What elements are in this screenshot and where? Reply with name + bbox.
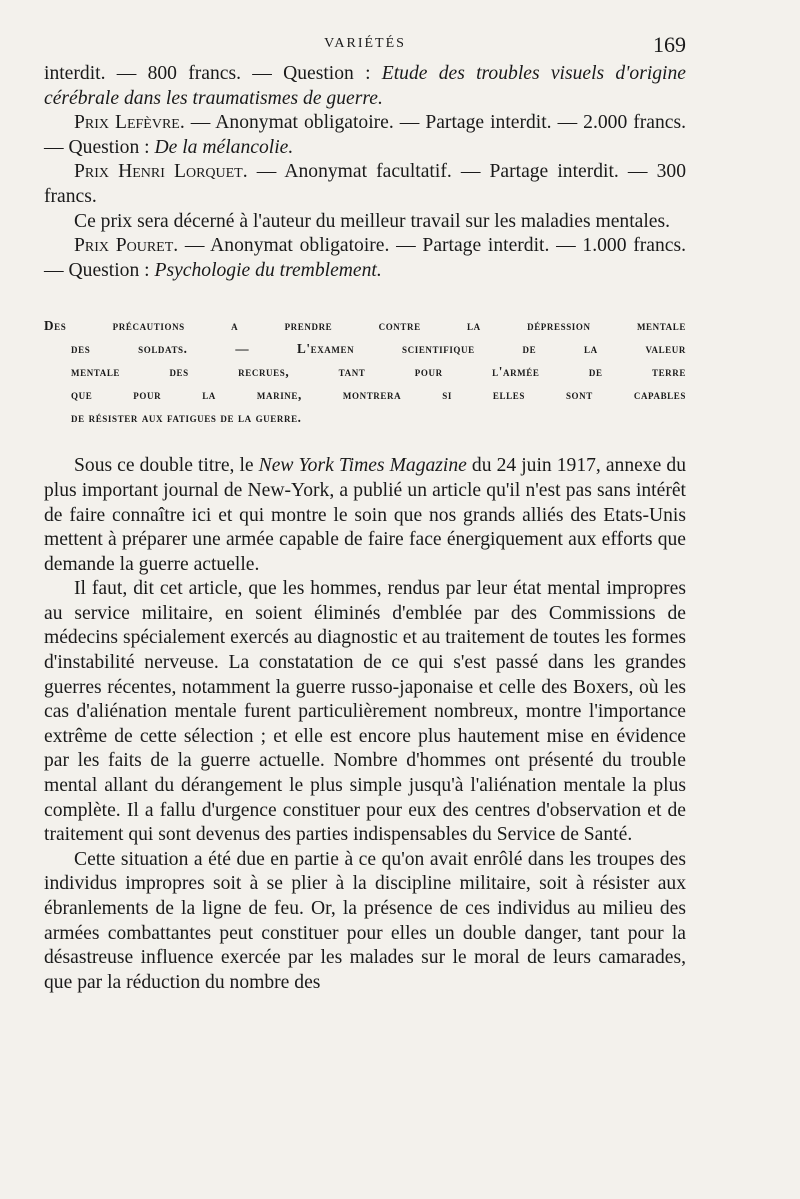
prize-lefevre: Prix Lefèvre. — Anonymat obligatoire. — Partage interdit. — 2.000 francs. — Question : De la mélancolie. — [44, 112, 686, 158]
prize-lorquet: Prix Henri Lorquet. — Anonymat facultatif. — Partage interdit. — 300 francs. — [44, 161, 686, 207]
body-paragraph-3: Cette situation a été due en partie à ce qu'on avait enrôlé dans les troupes des individus impropres soit à se plier à la discipline militaire, soit à résister aux ébranlements de la ligne de feu. Or, la présence de ces individus au milieu des armées combattantes peut constituer pour elles un double danger, tant pour la désastreuse influence exercée par les malades sur le moral de leurs camarades, que par la réduction du nombre des — [44, 848, 686, 993]
section-heading-line: que pour la marine, montrera si elles sont capables — [71, 386, 686, 402]
prize-name: Prix Pouret. — [74, 235, 179, 257]
section-heading-line: des soldats. — L'examen scientifique de la valeur — [71, 341, 686, 357]
prize-paragraph: interdit. — 800 francs. — Question : Etude des troubles visuels d'origine cérébrale dans les traumatismes de guerre. — [44, 63, 686, 109]
page-number: 169 — [653, 32, 686, 57]
body-paragraph-2: Il faut, dit cet article, que les hommes, rendus par leur état mental impropres au service militaire, en soient éliminés d'emblée par des Commissions de médecins spécialement exercés au diagnostic et au traitement de toutes les formes d'instabilité nerveuse. La constatation de ce qui s'est passé dans les grandes guerres récentes, notamment la guerre russo-japonaise et celle des Boxers, où les cas d'aliénation mentale furent particulièrement nombreux, montre l'importance extrême de cette sélection ; et elle est encore plus hautement mise en évidence par les faits de la guerre actuelle. Nombre d'hommes ont présenté du trouble mental allant du dérangement le plus simple jusqu'à l'aliénation mentale la plus complète. Il a fallu d'urgence constituer pour eux des centres d'observation et de traitement qui sont devenus des parties indispensables du Service de Santé. — [44, 578, 686, 846]
document-page — [44, 32, 686, 995]
section-heading-line: mentale des recrues, tant pour l'armée de terre — [71, 363, 686, 379]
section-heading — [44, 315, 686, 429]
prize-name: Prix Henri Lorquet. — [74, 161, 248, 183]
prize-note: Ce prix sera décerné à l'auteur du meilleur travail sur les maladies mentales. — [74, 210, 671, 232]
section-heading-line: de résister aux fatigues de la guerre. — [71, 409, 302, 425]
prize-pouret: Prix Pouret. — Anonymat obligatoire. — Partage interdit. — 1.000 francs. — Question : Psychologie du tremblement. — [44, 235, 687, 281]
prize-name: Prix Lefèvre. — [74, 112, 185, 134]
section-heading-line: Des précautions a prendre contre la dépression mentale — [44, 318, 686, 334]
running-head — [44, 32, 686, 62]
body-paragraph-1: Sous ce double titre, le New York Times Magazine du 24 juin 1917, annexe du plus important journal de New-York, a publié un article qu'il n'est pas sans intérêt de faire connaître ici et qui montre le soin que nos grands alliés des Etats-Unis mettent à préparer une armée capable de faire face énergiquement aux efforts que demande la guerre actuelle. — [44, 455, 686, 575]
running-title: VARIÉTÉS — [324, 36, 406, 51]
